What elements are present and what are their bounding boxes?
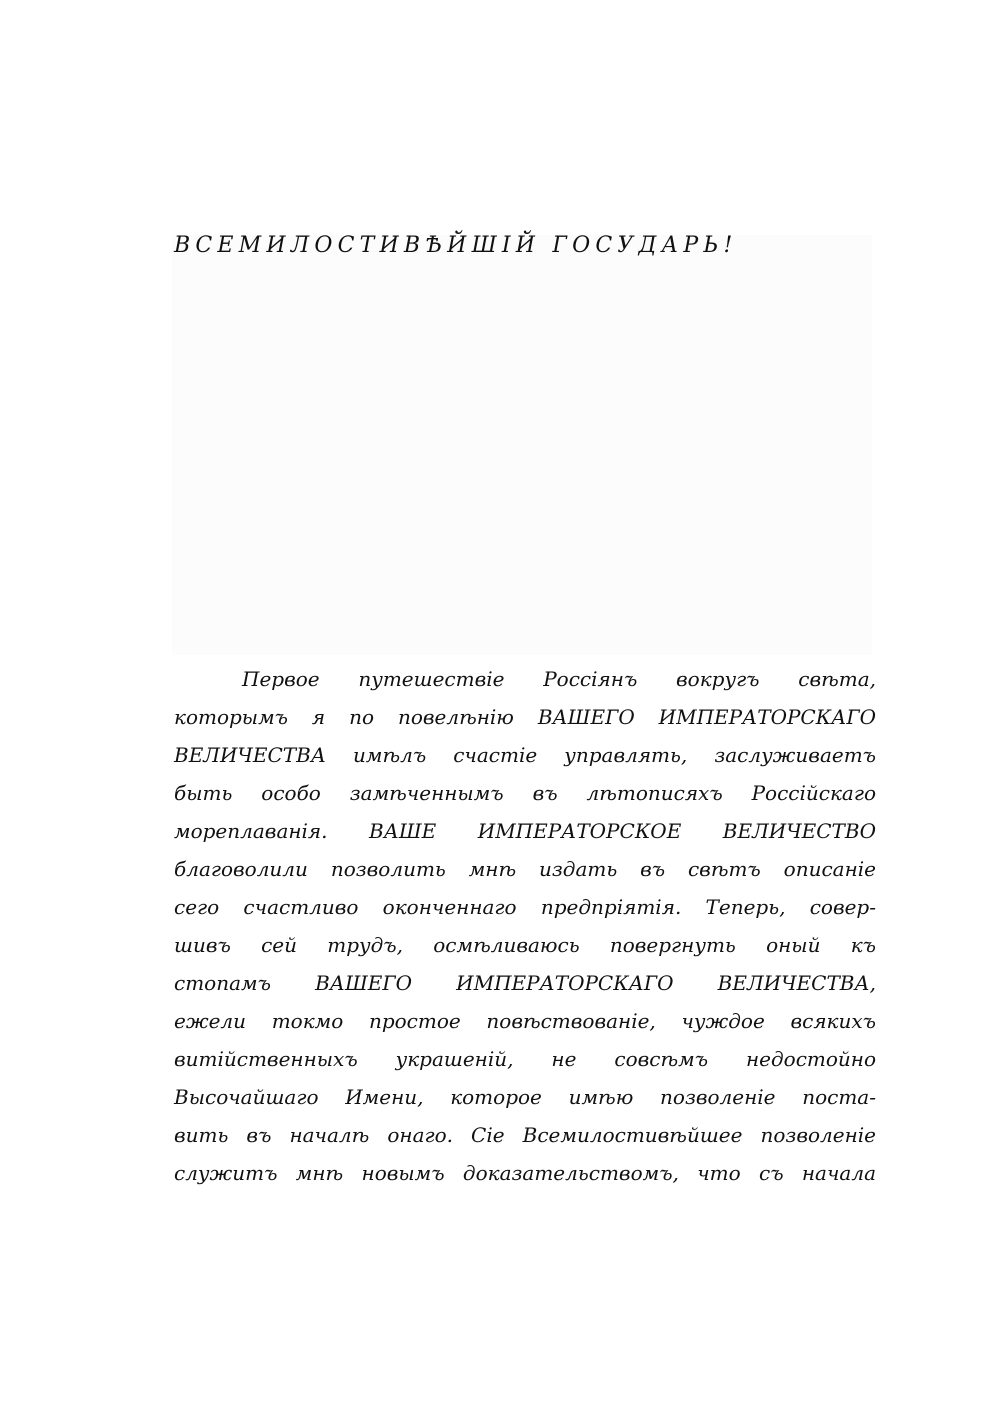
- text-line: сего счастливо оконченнаго предпріятія. Теперь, совер-: [174, 895, 876, 919]
- text-line: которымъ я по повелѣнію ВАШЕГО ИМПЕРАТОРСКАГО: [174, 705, 876, 729]
- text-line: благоволили позволить мнѣ издать въ свѣтъ описаніе: [174, 857, 876, 881]
- page-shading: [172, 235, 872, 655]
- text-line: служитъ мнѣ новымъ доказательствомъ, что съ начала: [174, 1161, 876, 1185]
- text-line: быть особо замѣченнымъ въ лѣтописяхъ Россійскаго: [174, 781, 876, 805]
- text-line: ежели токмо простое повѣствованіе, чуждое всякихъ: [174, 1009, 876, 1033]
- text-line: Высочайшаго Имени, которое имѣю позволеніе поста-: [174, 1085, 876, 1109]
- text-line: витійственныхъ украшеній, не совсѣмъ недостойно: [174, 1047, 876, 1071]
- salutation-heading: ВСЕМИЛОСТИВѢЙШІЙ ГОСУДАРЬ!: [174, 233, 738, 258]
- text-line: вить въ началѣ онаго. Сіе Всемилостивѣйшее позволеніе: [174, 1123, 876, 1147]
- text-line: мореплаванія. ВАШЕ ИМПЕРАТОРСКОЕ ВЕЛИЧЕСТВО: [174, 819, 876, 843]
- text-line: ВЕЛИЧЕСТВА имѣлъ счастіе управлять, заслуживаетъ: [174, 743, 876, 767]
- text-line: Первое путешествіе Россіянъ вокругъ свѣта,: [242, 667, 876, 691]
- body-text: [174, 660, 876, 1192]
- text-line: шивъ сей трудъ, осмѣливаюсь повергнуть оный къ: [174, 933, 876, 957]
- text-line: стопамъ ВАШЕГО ИМПЕРАТОРСКАГО ВЕЛИЧЕСТВА,: [174, 971, 876, 995]
